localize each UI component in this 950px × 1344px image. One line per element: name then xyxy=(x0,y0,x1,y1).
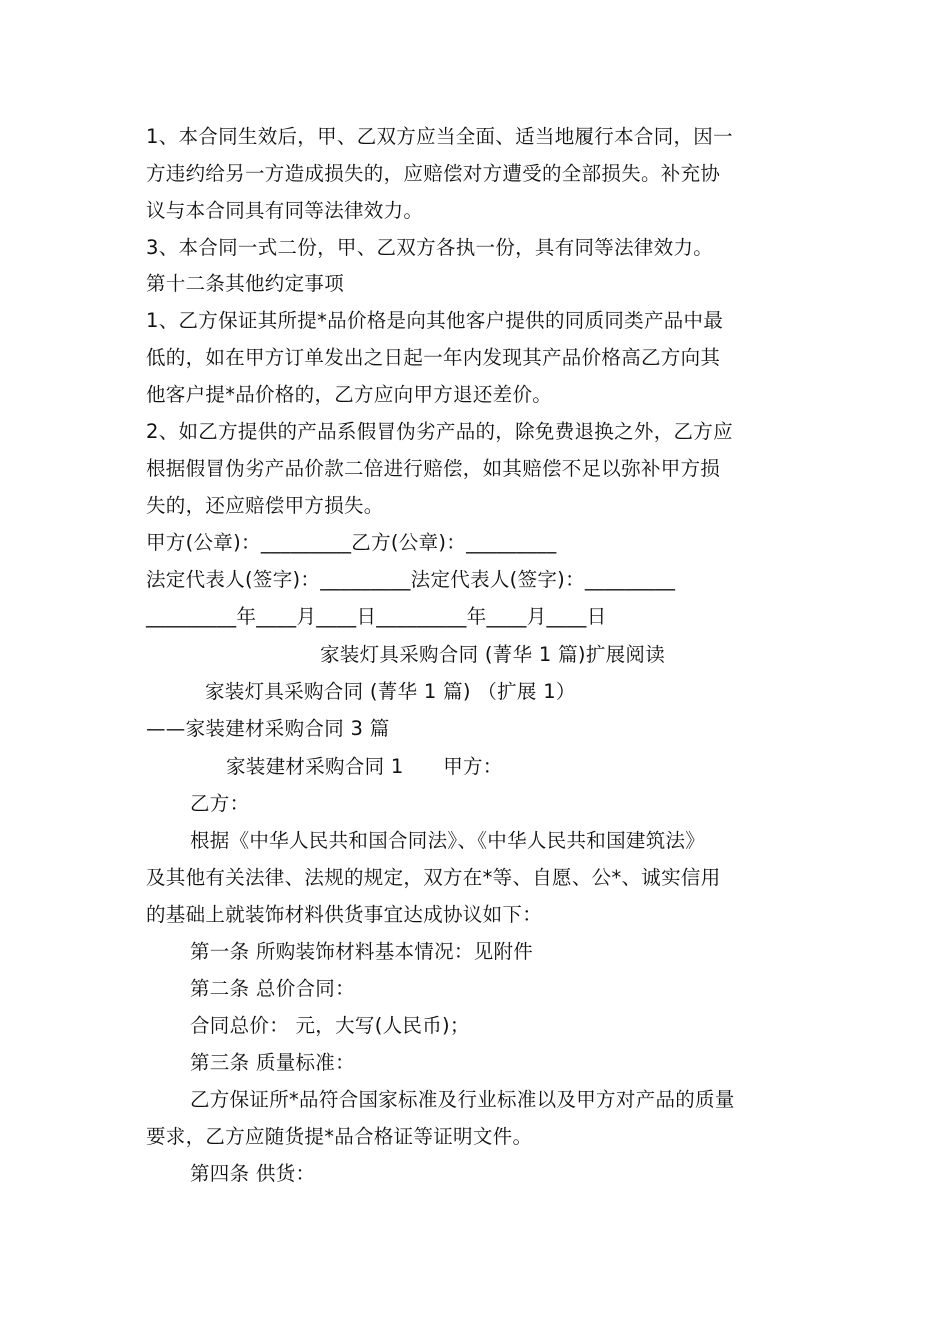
text-line: 乙方保证所*品符合国家标准及行业标准以及甲方对产品的质量 xyxy=(190,1088,735,1111)
text-line: 议与本合同具有同等法律效力。 xyxy=(146,199,424,222)
text-line: 要求，乙方应随货提*品合格证等证明文件。 xyxy=(146,1125,533,1148)
text-line: 1、乙方保证其所提*品价格是向其他客户提供的同质同类产品中最 xyxy=(146,309,724,332)
section-heading: 第十二条其他约定事项 xyxy=(146,272,345,295)
text-line: 2、如乙方提供的产品系假冒伪劣产品的，除免费退换之外，乙方应 xyxy=(146,420,733,443)
article-heading: 第三条 质量标准： xyxy=(190,1051,355,1074)
text-line: 1、本合同生效后，甲、乙双方应当全面、适当地履行本合同，因一 xyxy=(146,125,733,148)
signature-line-seal: 甲方(公章)：_________乙方(公章)：_________ xyxy=(146,531,557,554)
article-heading: 第四条 供货： xyxy=(190,1162,316,1185)
text-line: 失的，还应赔偿甲方损失。 xyxy=(146,494,384,517)
extended-reading-heading: ——家装建材采购合同 3 篇 xyxy=(146,717,390,740)
text-line: 他客户提*品价格的，乙方应向甲方退还差价。 xyxy=(146,383,553,406)
text-line: 及其他有关法律、法规的规定，双方在*等、自愿、公*、诚实信用 xyxy=(146,866,721,889)
article-heading: 第二条 总价合同： xyxy=(190,977,355,1000)
text-line: 合同总价： 元，大写(人民币)； xyxy=(190,1014,470,1037)
text-line: 的基础上就装饰材料供货事宜达成协议如下： xyxy=(146,903,543,926)
article-heading: 第一条 所购装饰材料基本情况：见附件 xyxy=(190,940,534,963)
signature-line-representative: 法定代表人(签字)：_________法定代表人(签字)：_________ xyxy=(146,568,676,591)
signature-line-date: _________年____月____日_________年____月____日 xyxy=(146,605,607,628)
text-line: 乙方： xyxy=(190,792,250,815)
text-line: 低的，如在甲方订单发出之日起一年内发现其产品价格高乙方向其 xyxy=(146,346,721,369)
text-line: 根据《中华人民共和国合同法》、《中华人民共和国建筑法》 xyxy=(190,829,706,852)
extended-reading-subtitle: 家装灯具采购合同 (菁华 1 篇) （扩展 1） xyxy=(205,680,576,703)
text-line: 3、本合同一式二份，甲、乙双方各执一份，具有同等法律效力。 xyxy=(146,236,714,259)
text-line: 根据假冒伪劣产品价款二倍进行赔偿，如其赔偿不足以弥补甲方损 xyxy=(146,457,721,480)
text-line: 方违约给另一方造成损失的，应赔偿对方遭受的全部损失。补充协 xyxy=(146,162,721,185)
contract-title: 家装建材采购合同 1 甲方： xyxy=(226,755,503,778)
extended-reading-title: 家装灯具采购合同 (菁华 1 篇)扩展阅读 xyxy=(320,643,666,666)
